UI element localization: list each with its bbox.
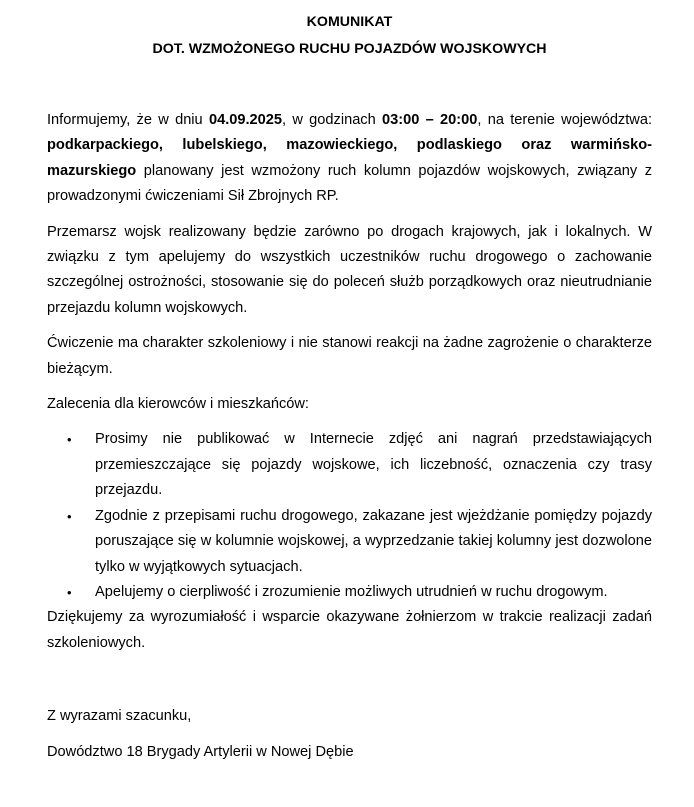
list-item-text: Apelujemy o cierpliwość i zrozumienie możliwych utrudnień w ruchu drogowym. [95,583,608,600]
list-item [47,427,652,503]
march-paragraph: Przemarsz wojsk realizowany będzie zarówno po drogach krajowych, jak i lokalnych. W związku z tym apelujemy do wszystkich uczestników ruchu drogowego o zachowanie szczególnej ostrożności, stosowanie się do poleceń służb porządkowych oraz nieutrudnianie przejazdu kolumn wojskowych. [47,223,652,316]
announcement-document [47,0,652,765]
list-item [47,504,652,580]
signature: Dowództwo 18 Brygady Artylerii w Nowej Dębie [47,744,354,761]
intro-paragraph [47,108,652,210]
list-item-text: Zgodnie z przepisami ruchu drogowego, zakazane jest wjeżdżanie pomiędzy pojazdy poruszające się w kolumnie wojskowej, a wyprzedzanie takiej kolumny jest dozwolone tylko w wyjątkowych sytuacjach. [95,507,652,575]
intro-text-1: Informujemy, że w dniu [47,112,209,128]
list-item [47,580,652,605]
thanks-paragraph: Dziękujemy za wyrozumiałość i wsparcie okazywane żołnierzom w trakcie realizacji zadań szkoleniowych. [47,609,652,651]
affected-regions: podkarpackiego, lubelskiego, mazowieckiego, podlaskiego oraz warmińsko-mazurskiego [47,137,652,179]
closing-line: Z wyrazami szacunku, [47,708,192,725]
exercise-date: 04.09.2025 [208,112,283,128]
intro-text-4: planowany jest wzmożony ruch kolumn pojazdów wojskowych, związany z prowadzonymi ćwiczeniami Sił Zbrojnych RP. [47,162,652,205]
bullet-icon: • [67,432,72,448]
exercise-hours: 03:00 – 20:00 [382,112,478,128]
training-paragraph: Ćwiczenie ma charakter szkoleniowy i nie stanowi reakcji na żadne zagrożenie o charakterze bieżącym. [47,335,652,377]
document-subtitle: DOT. WZMOŻONEGO RUCHU POJAZDÓW WOJSKOWYCH [152,41,547,57]
document-title: KOMUNIKAT [306,14,393,30]
list-item-text: Prosimy nie publikować w Internecie zdjęć ani nagrań przedstawiających przemieszczające się pojazdy wojskowe, ich liczebność, oznaczenia czy trasy przejazdu. [95,431,652,499]
intro-text-2: , w godzinach [282,112,383,128]
bullet-icon: • [67,584,72,600]
recommendations-heading: Zalecenia dla kierowców i mieszkańców: [47,396,309,413]
bullet-icon: • [67,508,72,524]
recommendations-list [47,427,652,605]
intro-text-3: , na terenie województwa: [477,112,652,128]
